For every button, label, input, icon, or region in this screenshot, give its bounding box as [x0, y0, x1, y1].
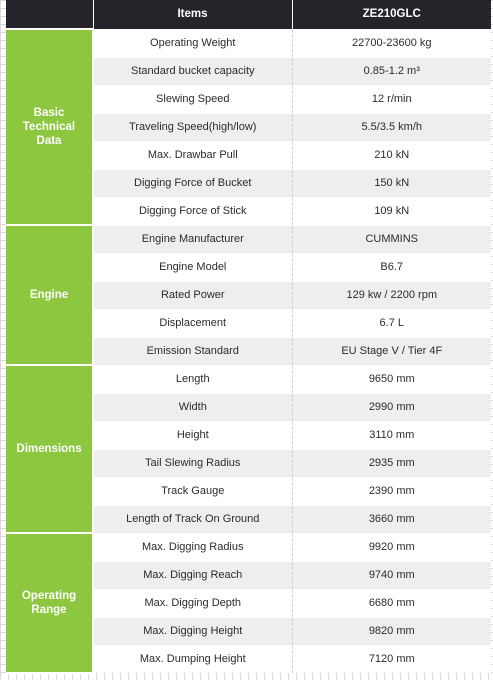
header-model-cell: ZE210GLC	[292, 0, 491, 29]
value-cell: CUMMINS	[292, 225, 491, 253]
value-cell: 3660 mm	[292, 505, 491, 533]
item-cell: Length of Track On Ground	[93, 505, 292, 533]
category-cell: Basic Technical Data	[6, 29, 93, 225]
item-cell: Emission Standard	[93, 337, 292, 365]
item-cell: Displacement	[93, 309, 292, 337]
value-cell: 7120 mm	[292, 645, 491, 673]
table-row	[6, 365, 491, 393]
item-cell: Slewing Speed	[93, 85, 292, 113]
value-cell: 150 kN	[292, 169, 491, 197]
table-body	[6, 29, 491, 673]
value-cell: 2390 mm	[292, 477, 491, 505]
item-cell: Track Gauge	[93, 477, 292, 505]
item-cell: Digging Force of Bucket	[93, 169, 292, 197]
item-cell: Max. Dumping Height	[93, 645, 292, 673]
category-cell: Dimensions	[6, 365, 93, 533]
value-cell: 3110 mm	[292, 421, 491, 449]
item-cell: Digging Force of Stick	[93, 197, 292, 225]
table-header	[6, 0, 491, 29]
category-cell: Engine	[6, 225, 93, 365]
value-cell: EU Stage V / Tier 4F	[292, 337, 491, 365]
value-cell: 6.7 L	[292, 309, 491, 337]
value-cell: 22700-23600 kg	[292, 29, 491, 57]
item-cell: Max. Drawbar Pull	[93, 141, 292, 169]
value-cell: 9650 mm	[292, 365, 491, 393]
item-cell: Traveling Speed(high/low)	[93, 113, 292, 141]
item-cell: Max. Digging Radius	[93, 533, 292, 561]
value-cell: 5.5/3.5 km/h	[292, 113, 491, 141]
value-cell: 0.85-1.2 m³	[292, 57, 491, 85]
item-cell: Operating Weight	[93, 29, 292, 57]
table-row	[6, 29, 491, 57]
value-cell: 9820 mm	[292, 617, 491, 645]
header-row	[6, 0, 491, 29]
value-cell: 129 kw / 2200 rpm	[292, 281, 491, 309]
item-cell: Max. Digging Depth	[93, 589, 292, 617]
item-cell: Height	[93, 421, 292, 449]
value-cell: 9920 mm	[292, 533, 491, 561]
item-cell: Max. Digging Reach	[93, 561, 292, 589]
item-cell: Width	[93, 393, 292, 421]
item-cell: Length	[93, 365, 292, 393]
value-cell: B6.7	[292, 253, 491, 281]
value-cell: 2935 mm	[292, 449, 491, 477]
header-category-cell	[6, 0, 93, 29]
item-cell: Engine Manufacturer	[93, 225, 292, 253]
item-cell: Tail Slewing Radius	[93, 449, 292, 477]
value-cell: 109 kN	[292, 197, 491, 225]
value-cell: 6680 mm	[292, 589, 491, 617]
value-cell: 9740 mm	[292, 561, 491, 589]
item-cell: Standard bucket capacity	[93, 57, 292, 85]
item-cell: Engine Model	[93, 253, 292, 281]
value-cell: 210 kN	[292, 141, 491, 169]
item-cell: Rated Power	[93, 281, 292, 309]
item-cell: Max. Digging Height	[93, 617, 292, 645]
header-items-cell: Items	[93, 0, 292, 29]
category-cell: Operating Range	[6, 533, 93, 673]
table-row	[6, 225, 491, 253]
table-row	[6, 533, 491, 561]
spec-table	[6, 0, 491, 674]
value-cell: 12 r/min	[292, 85, 491, 113]
value-cell: 2990 mm	[292, 393, 491, 421]
